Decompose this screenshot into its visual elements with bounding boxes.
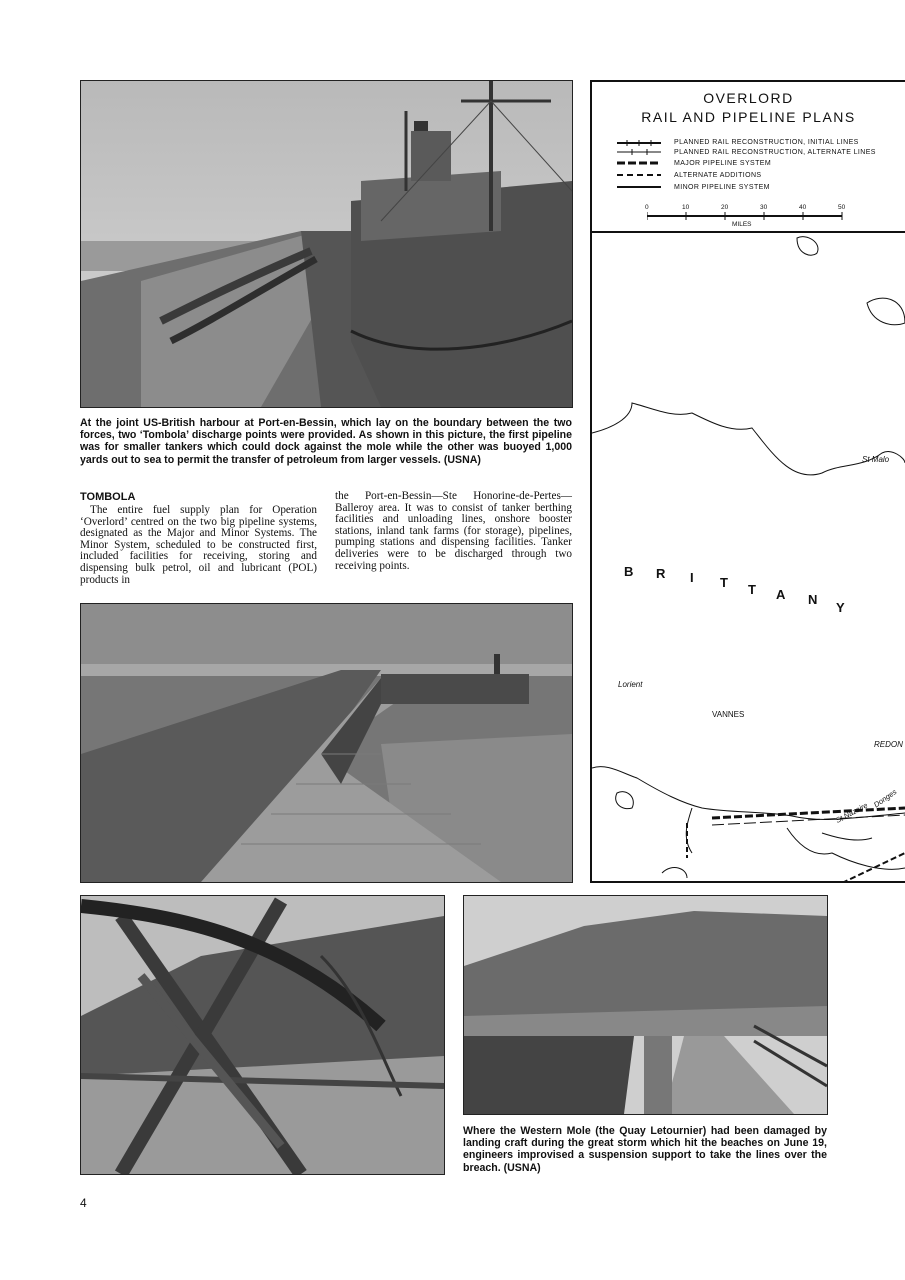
article-heading: TOMBOLA — [80, 491, 136, 503]
scale-label: 50 — [838, 204, 846, 211]
place-label-st-malo: St Malo — [862, 455, 890, 464]
scale-label: 40 — [799, 204, 807, 211]
page-number: 4 — [80, 1196, 87, 1210]
map-title-line2: RAIL AND PIPELINE PLANS — [641, 109, 856, 125]
region-letter: I — [690, 570, 694, 585]
map-legend-symbols — [617, 140, 667, 192]
legend-item-alternate-additions: ALTERNATE ADDITIONS — [674, 172, 762, 179]
scale-label: 30 — [760, 204, 768, 211]
scale-label: 20 — [721, 204, 729, 211]
caption-top-photo: At the joint US-British harbour at Port-en-Bessin, which lay on the boundary between the two forces, two ‘Tombola’ discharge points were provided. As shown in this picture, the first pipeline was for smaller tankers which could dock against the mole while the other was buoyed 1,000 yards out to sea to permit the transfer of petroleum from larger vessels. (USNA) — [80, 417, 572, 466]
article-column-1 — [80, 505, 317, 586]
map-title-line1: OVERLORD — [703, 90, 794, 106]
photo-tanker-at-mole — [80, 80, 573, 408]
region-letter: R — [656, 566, 666, 581]
photo-western-mole — [463, 895, 828, 1115]
legend-item-rail-alternate: PLANNED RAIL RECONSTRUCTION, ALTERNATE LINES — [674, 149, 876, 156]
place-label-vannes: VANNES — [712, 710, 745, 719]
article-paragraph-continued: the Port-en-Bessin—Ste Honorine-de-Pertes—Balleroy area. It was to consist of tanker berthing facilities and unloading lines, onshore booster stations, inland tank farms (for storage), pipelines, pumping stations and dispensing facilities. Tanker deliveries were to be discharged through two receiving points. — [335, 490, 572, 572]
region-letter: T — [748, 582, 756, 597]
map-coastline — [592, 233, 905, 881]
scale-unit: MILES — [732, 221, 752, 228]
place-label-st-nazaire: St Nazaire — [834, 800, 870, 825]
legend-item-major-pipeline: MAJOR PIPELINE SYSTEM — [674, 160, 772, 167]
place-label-redon: REDON — [874, 740, 903, 749]
photo-suspension-support — [80, 895, 445, 1175]
article-paragraph: The entire fuel supply plan for Operation ‘Overlord’ centred on the two big pipeline systems, designated as the Major and Minor Systems. The Minor System, scheduled to be constructed first, included facilities for receiving, storing and dispensing bulk petrol, oil and lubricant (POL) products in — [80, 504, 317, 586]
legend-item-minor-pipeline: MINOR PIPELINE SYSTEM — [674, 184, 770, 191]
place-label-lorient: Lorient — [618, 680, 643, 689]
region-letter: B — [624, 564, 634, 579]
map-overlord-rail-pipeline — [590, 80, 905, 883]
scale-label: 10 — [682, 204, 690, 211]
caption-bottom-right-photo: Where the Western Mole (the Quay Letournier) had been damaged by landing craft during the great storm which hit the beaches on June 19, engineers improvised a suspension support to take the lines over the breach. (USNA) — [463, 1125, 827, 1174]
region-letter: A — [776, 587, 786, 602]
region-letter: T — [720, 575, 728, 590]
place-label-donges: Donges — [872, 787, 899, 810]
map-scale-bar — [647, 212, 847, 220]
article-column-2 — [335, 491, 572, 572]
region-letter: N — [808, 592, 818, 607]
photo-empty-mole — [80, 603, 573, 883]
region-letter: Y — [836, 600, 845, 615]
scale-label: 0 — [645, 204, 649, 211]
legend-item-rail-initial: PLANNED RAIL RECONSTRUCTION, INITIAL LINES — [674, 139, 859, 146]
